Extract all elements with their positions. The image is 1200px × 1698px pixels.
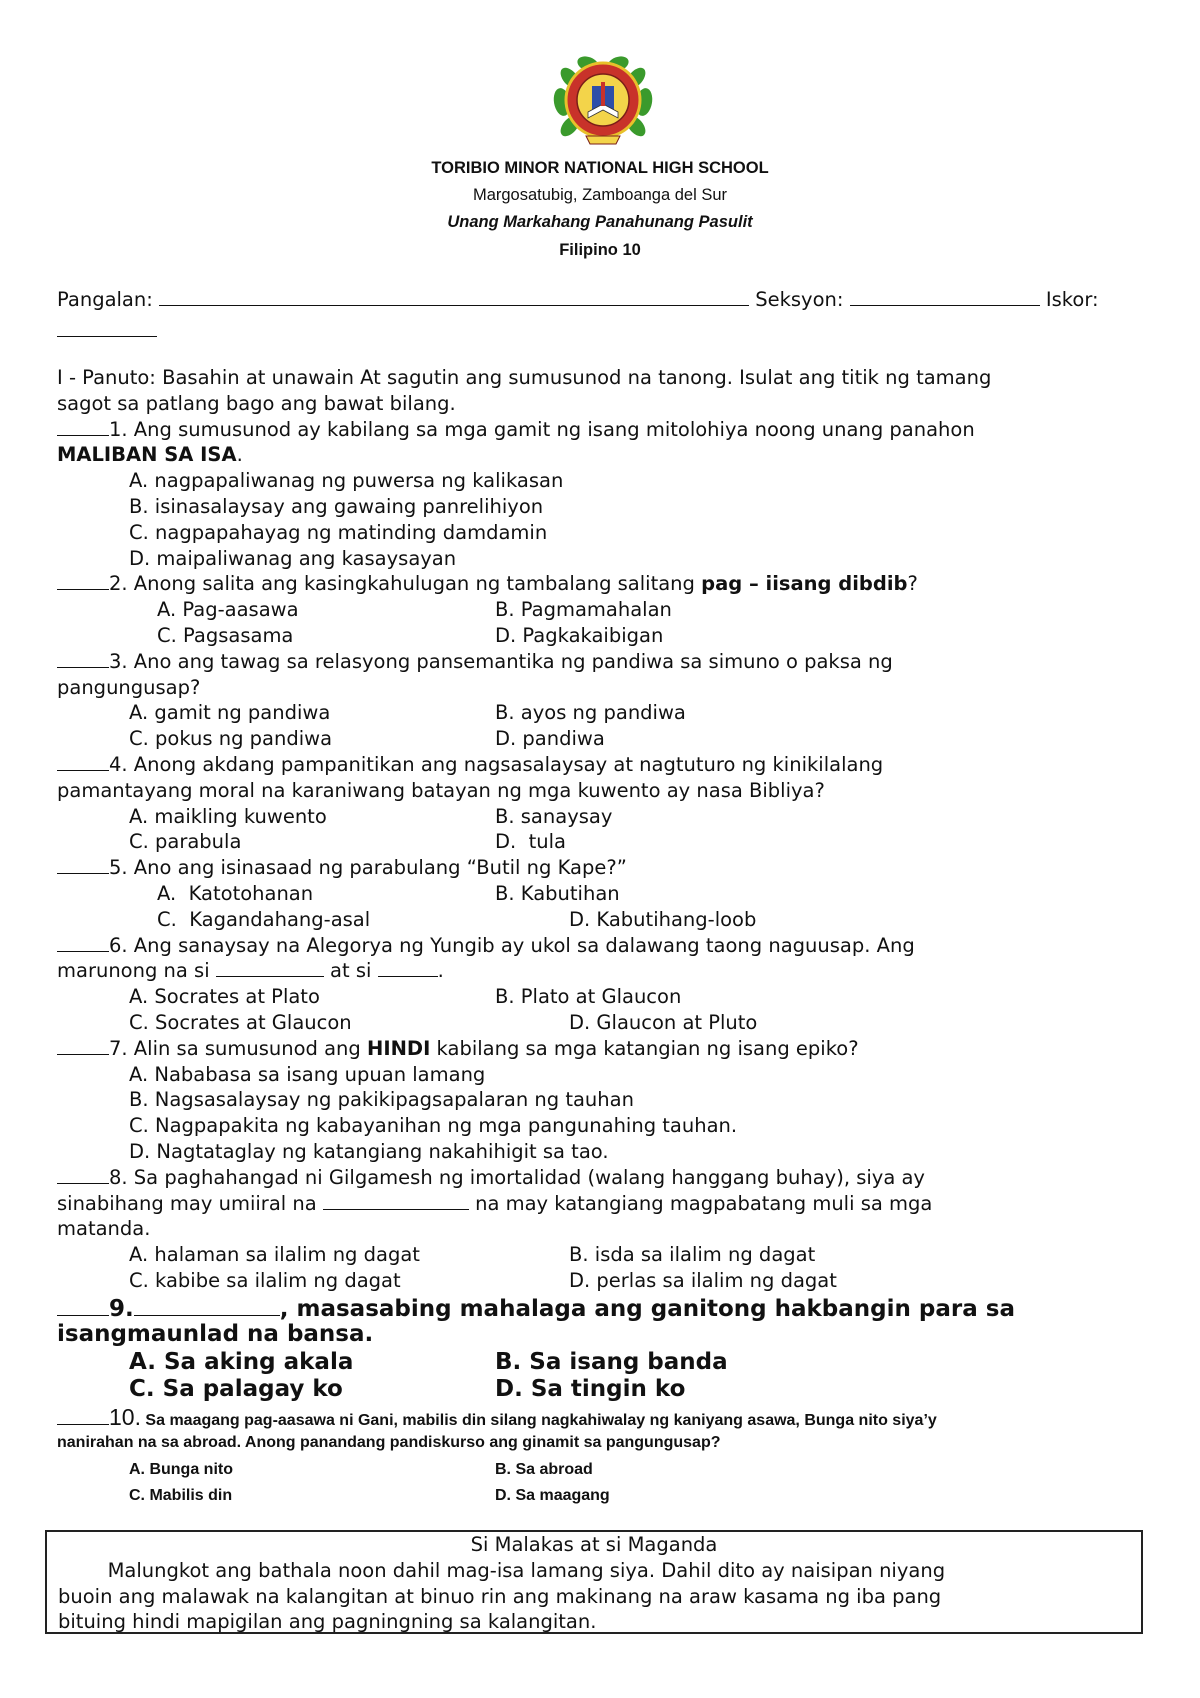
answer-blank-10[interactable]	[57, 1406, 109, 1425]
exam-body: I - Panuto: Basahin at unawain At sagutin ang sumusunod na tanong. Isulat ang titik ng tamang sagot sa patlang bago ang bawat bilang. 1. Ang sumusunod ay kabilang sa mga gamit ng isang mitolohiya noong unang panahon MALIBAN SA ISA. A. nagpapaliwanag ng puwersa ng kalikasan B. isinasalaysay ang gawaing panrelihiyon C. nagpapahayag ng matinding damdamin D. maipaliwanag ang kasaysayan 2. Anong salita ang kasingkahulugan ng tambalang salitang pag – iisang dibdib? A. Pag-aasawa B. Pagmamahalan C. Pagsasama D. Pagkakaibigan 3. Ano ang tawag sa relasyong pansemantika ng pandiwa sa simuno o paksa ng pangungusap? A. gamit ng pandiwa B. ayos ng pandiwa C. pokus ng pandiwa D. pandiwa 4. Anong akdang pampanitikan ang nagsasalaysay at nagtuturo ng kinikilalang pamantayang moral na karaniwang batayan ng mga kuwento ay nasa Bibliya? A. maikling kuwento B. sanaysay C. parabula D. tula 5. Ano ang isinasaad ng parabulang “Butil ng Kape?” A. Katotohanan B. Kabutihan C. Kagandahang-asal D. Kabutihang-loob 6. Ang sanaysay na Alegorya ng Yungib ay ukol sa dalawang taong naguusap. Ang marunong na si at si . A. Socrates at Plato B. Plato at Glaucon C. Socrates at Glaucon D. Glaucon at Pluto 7. Alin sa sumusunod ang HINDI kabilang sa mga katangian ng isang epiko? A. Nababasa sa isang upuan lamang B. Nagsasalaysay ng pakikipagsapalaran ng tauhan C. Nagpapakita ng kabayanihan ng mga pangunahing tauhan. D. Nagtataglay ng katangiang nakahihigit sa tao. 8. Sa paghahangad ni Gilgamesh ng imortalidad (walang hanggang buhay), siya ay sinabihang may umiiral na na may katangiang magpabatang muli sa mga matanda. A. halaman sa ilalim ng dagat B. isda sa ilalim ng dagat C. kabibe sa ilalim ng dagat D. perlas sa ilalim ng dagat 9. , masasabing mahalaga ang ganitong hakbangin para sa isangmaunlad na bansa. A. Sa aking akala B. Sa isang banda C. Sa palagay ko D. Sa tingin ko 10. Sa maagang pag-aasawa ni Gani, mabilis din silang nagkahiwalay ng kaniyang asawa, Bunga nito siya’y nanirahan na sa abroad. Anong panandang pandiskurso ang ginamit sa pangungusap? A. Bunga nito B. Sa abroad C. Mabilis din D. Sa maagang	[57, 365, 1147, 1510]
name-blank[interactable]	[159, 287, 749, 306]
question-9: 9. , masasabing mahalaga ang ganitong hakbangin para sa	[57, 1294, 1147, 1322]
q10-choice-b: B. Sa abroad	[495, 1460, 593, 1478]
q1-choice-d: D. maipaliwanag ang kasaysayan	[129, 546, 457, 570]
school-name: TORIBIO MINOR NATIONAL HIGH SCHOOL	[431, 159, 769, 177]
q9-choice-c: C. Sa palagay ko	[129, 1376, 343, 1403]
q7-choice-b: B. Nagsasalaysay ng pakikipagsapalaran ng tauhan	[129, 1088, 634, 1112]
answer-blank-1[interactable]	[57, 417, 109, 436]
instructions-line1: I - Panuto: Basahin at unawain At sagutin ang sumusunod na tanong. Isulat ang titik ng tamang	[57, 366, 992, 389]
q9-choice-b: B. Sa isang banda	[495, 1348, 728, 1375]
score-label: Iskor:	[1045, 288, 1099, 311]
answer-blank-4[interactable]	[57, 752, 109, 771]
question-1-emphasis: MALIBAN SA ISA	[57, 443, 237, 467]
q4-choice-d: D. tula	[495, 830, 566, 854]
q8-choice-a: A. halaman sa ilalim ng dagat	[129, 1243, 420, 1267]
q2-choice-b: B. Pagmamahalan	[495, 598, 672, 622]
q1-choice-a: A. nagpapaliwanag ng puwersa ng kalikasan	[129, 469, 564, 493]
question-7: 7. Alin sa sumusunod ang HINDI kabilang sa mga katangian ng isang epiko?	[57, 1036, 1147, 1062]
school-address: Margosatubig, Zamboanga del Sur	[472, 186, 728, 204]
student-info-line	[57, 287, 1147, 313]
q3-choice-c: C. pokus ng pandiwa	[129, 727, 333, 751]
passage-line-2: buoin ang malawak na kalangitan at binuo rin ang makinang na araw kasama ng iba pang	[58, 1584, 942, 1608]
question-1: 1. Ang sumusunod ay kabilang sa mga gamit ng isang mitolohiya noong unang panahon	[57, 417, 1147, 443]
q3-choice-d: D. pandiwa	[495, 727, 605, 751]
passage-line-1: Malungkot ang bathala noon dahil mag-isa lamang siya. Dahil dito ay naisipan niyang	[58, 1558, 946, 1582]
instructions-line2: sagot sa patlang bago ang bawat bilang.	[57, 391, 456, 415]
q7-choice-d: D. Nagtataglay ng katangiang nakahihigit sa tao.	[129, 1139, 609, 1163]
q6-fill-blank-2	[378, 958, 438, 977]
q1-choice-b: B. isinasalaysay ang gawaing panrelihiyon	[129, 494, 544, 518]
passage-line-3: bituing hindi mapigilan ang pagningning sa kalangitan.	[58, 1610, 597, 1634]
q7-choice-c: C. Nagpapakita ng kabayanihan ng mga pangunahing tauhan.	[129, 1114, 738, 1138]
q10-choice-d: D. Sa maagang	[495, 1487, 610, 1505]
q8-choice-b: B. isda sa ilalim ng dagat	[569, 1243, 816, 1267]
q4-choice-a: A. maikling kuwento	[129, 804, 327, 828]
q5-choice-c: C. Kagandahang-asal	[157, 907, 371, 931]
answer-blank-2[interactable]	[57, 571, 109, 590]
q7-choice-a: A. Nababasa sa isang upuan lamang	[129, 1062, 486, 1086]
name-label: Pangalan:	[57, 288, 153, 311]
q4-choice-c: C. parabula	[129, 830, 242, 854]
answer-blank-3[interactable]	[57, 649, 109, 668]
q8-choice-c: C. kabibe sa ilalim ng dagat	[129, 1268, 401, 1292]
q9-choice-d: D. Sa tingin ko	[495, 1376, 686, 1403]
question-5: 5. Ano ang isinasaad ng parabulang “Butil ng Kape?”	[57, 855, 1147, 881]
q2-choice-a: A. Pag-aasawa	[157, 598, 299, 622]
q8-fill-blank	[323, 1191, 469, 1210]
q9-fill-blank	[134, 1294, 280, 1316]
q3-choice-b: B. ayos ng pandiwa	[495, 701, 686, 725]
q9-choice-a: A. Sa aking akala	[129, 1348, 354, 1375]
q6-choice-a: A. Socrates at Plato	[129, 985, 320, 1009]
q6-choice-c: C. Socrates at Glaucon	[129, 1010, 352, 1034]
q2-choice-d: D. Pagkakaibigan	[495, 623, 664, 647]
exam-title: Unang Markahang Panahunang Pasulit	[447, 213, 753, 231]
answer-blank-7[interactable]	[57, 1036, 109, 1055]
q10-choice-a: A. Bunga nito	[129, 1460, 233, 1478]
q8-choice-d: D. perlas sa ilalim ng dagat	[569, 1268, 837, 1292]
answer-blank-6[interactable]	[57, 933, 109, 952]
answer-blank-9[interactable]	[57, 1294, 109, 1316]
question-2: 2. Anong salita ang kasingkahulugan ng tambalang salitang pag – iisang dibdib?	[57, 571, 1147, 597]
section-label: Seksyon:	[755, 288, 844, 311]
q4-choice-b: B. sanaysay	[495, 804, 613, 828]
subject-title: Filipino 10	[559, 241, 641, 259]
q10-choice-c: C. Mabilis din	[129, 1487, 233, 1505]
q5-choice-b: B. Kabutihan	[495, 881, 620, 905]
passage-title: Si Malakas at si Maganda	[470, 1533, 718, 1556]
q6-choice-b: B. Plato at Glaucon	[495, 985, 682, 1009]
question-4: 4. Anong akdang pampanitikan ang nagsasalaysay at nagtuturo ng kinikilalang	[57, 752, 1147, 778]
q5-choice-d: D. Kabutihang-loob	[569, 907, 757, 931]
q2-choice-c: C. Pagsasama	[157, 623, 294, 647]
school-seal-logo	[548, 52, 658, 152]
score-blank-line[interactable]	[57, 318, 157, 337]
answer-blank-5[interactable]	[57, 855, 109, 874]
q1-choice-c: C. nagpapahayag ng matinding damdamin	[129, 520, 548, 544]
question-8: 8. Sa paghahangad ni Gilgamesh ng imortalidad (walang hanggang buhay), siya ay	[57, 1165, 1147, 1191]
q5-choice-a: A. Katotohanan	[157, 881, 314, 905]
passage-box	[45, 1530, 1143, 1634]
question-6: 6. Ang sanaysay na Alegorya ng Yungib ay ukol sa dalawang taong naguusap. Ang	[57, 933, 1147, 959]
question-10: 10. Sa maagang pag-aasawa ni Gani, mabilis din silang nagkahiwalay ng kaniyang asawa, Bunga nito siya’y	[57, 1404, 1147, 1431]
q3-choice-a: A. gamit ng pandiwa	[129, 701, 331, 725]
section-blank[interactable]	[850, 287, 1040, 306]
question-3: 3. Ano ang tawag sa relasyong pansemantika ng pandiwa sa simuno o paksa ng	[57, 649, 1147, 675]
q6-fill-blank-1	[216, 958, 324, 977]
q6-choice-d: D. Glaucon at Pluto	[569, 1010, 758, 1034]
score-blank[interactable]	[57, 318, 157, 337]
answer-blank-8[interactable]	[57, 1165, 109, 1184]
